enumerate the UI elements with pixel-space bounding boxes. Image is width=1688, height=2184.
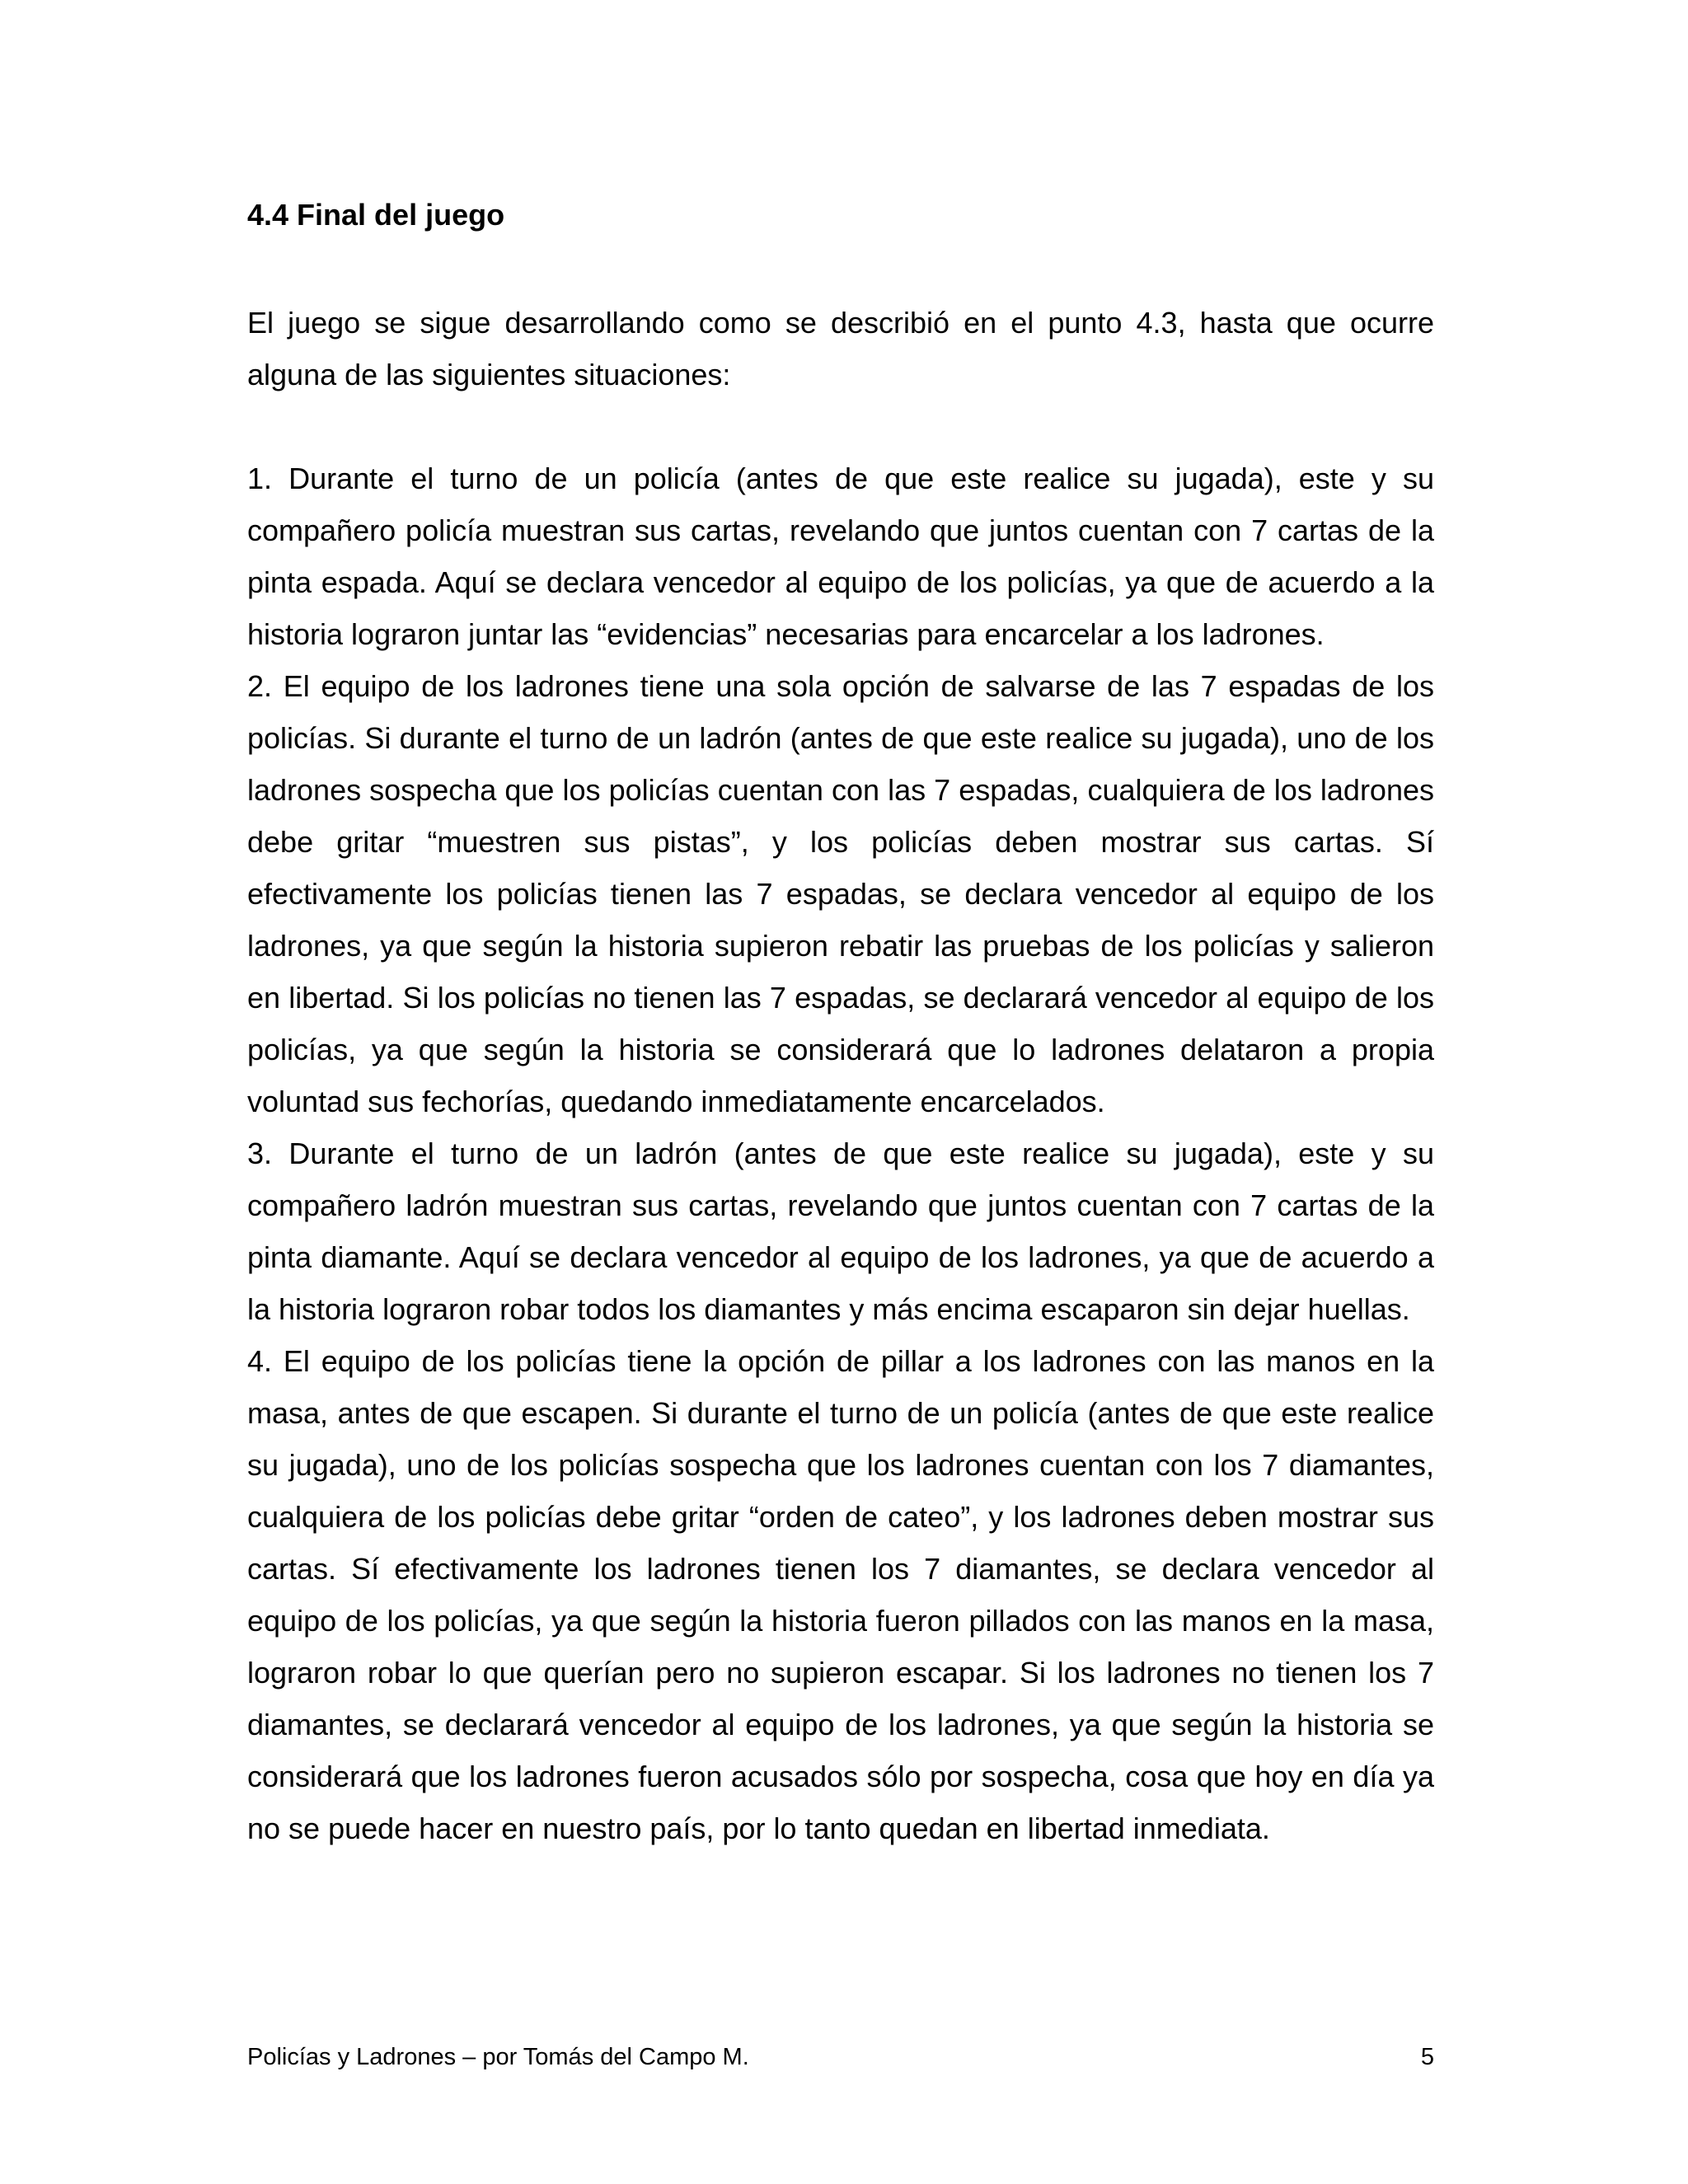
list-item: 3. Durante el turno de un ladrón (antes de que este realice su jugada), este y su compañero ladrón muestran sus cartas, revelando que juntos cuentan con 7 cartas de la pinta diamante. Aquí se declara vencedor al equipo de los ladrones, ya que de acuerdo a la historia lograron robar todos los diamantes y más encima escaparon sin dejar huellas. <box>247 1137 1434 1326</box>
page-number: 5 <box>1420 2044 1434 2070</box>
intro-paragraph: El juego se sigue desarrollando como se describió en el punto 4.3, hasta que ocurre alguna de las siguientes situaciones: <box>247 306 1434 391</box>
list-item: 4. El equipo de los policías tiene la opción de pillar a los ladrones con las manos en la masa, antes de que escapen. Si durante el turno de un policía (antes de que este realice su jugada), uno de los policías sospecha que los ladrones cuentan con los 7 diamantes, cualquiera de los policías debe gritar “orden de cateo”, y los ladrones deben mostrar sus cartas. Sí efectivamente los ladrones tienen los 7 diamantes, se declara vencedor al equipo de los policías, ya que según la historia fueron pillados con las manos en la masa, lograron robar lo que querían pero no supieron escapar. Si los ladrones no tienen los 7 diamantes, se declarará vencedor al equipo de los ladrones, ya que según la historia se considerará que los ladrones fueron acusados sólo por sospecha, cosa que hoy en día ya no se puede hacer en nuestro país, por lo tanto quedan en libertad inmediata. <box>247 1344 1434 1845</box>
section-heading: 4.4 Final del juego <box>247 198 505 232</box>
footer-text: Policías y Ladrones – por Tomás del Campo M. <box>247 2044 749 2070</box>
list-item: 1. Durante el turno de un policía (antes de que este realice su jugada), este y su compañero policía muestran sus cartas, revelando que juntos cuentan con 7 cartas de la pinta espada. Aquí se declara vencedor al equipo de los policías, ya que de acuerdo a la historia lograron juntar las “evidencias” necesarias para encarcelar a los ladrones. <box>247 462 1434 651</box>
page-footer <box>247 2041 1434 2074</box>
list-item: 2. El equipo de los ladrones tiene una sola opción de salvarse de las 7 espadas de los policías. Si durante el turno de un ladrón (antes de que este realice su jugada), uno de los ladrones sospecha que los policías cuentan con las 7 espadas, cualquiera de los ladrones debe gritar “muestren sus pistas”, y los policías deben mostrar sus cartas. Sí efectivamente los policías tienen las 7 espadas, se declara vencedor al equipo de los ladrones, ya que según la historia supieron rebatir las pruebas de los policías y salieron en libertad. Si los policías no tienen las 7 espadas, se declarará vencedor al equipo de los policías, ya que según la historia se considerará que lo ladrones delataron a propia voluntad sus fechorías, quedando inmediatamente encarcelados. <box>247 669 1434 1118</box>
outcome-list <box>247 452 1434 1854</box>
page-content <box>247 194 1434 1854</box>
